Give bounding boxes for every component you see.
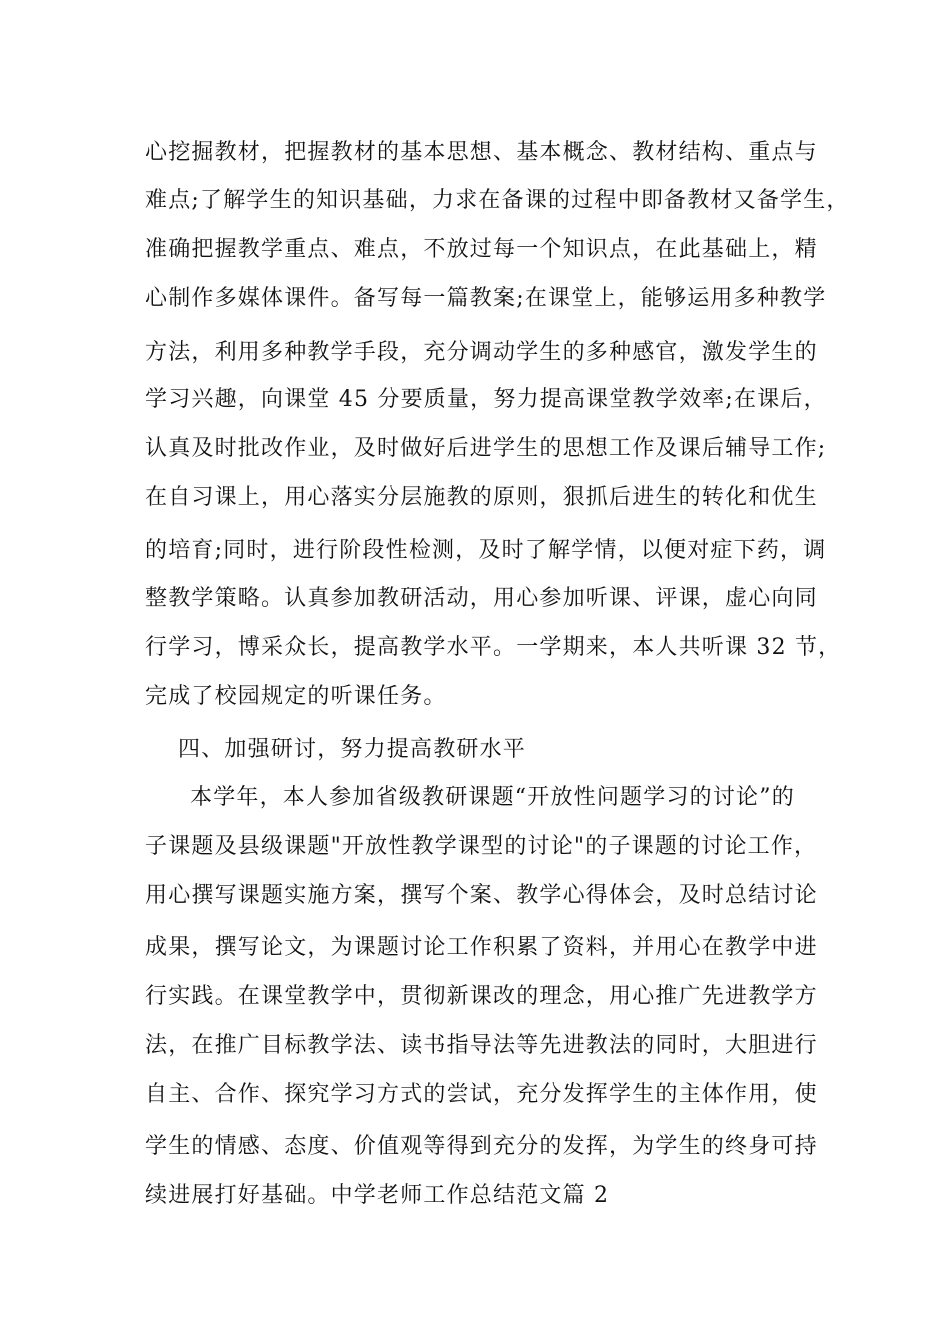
text-line: 学习兴趣，向课堂 45 分要质量，努力提高课堂教学效率;在课后，: [145, 387, 827, 412]
text-line: 心挖掘教材，把握教材的基本思想、基本概念、教材结构、重点与: [145, 140, 818, 165]
text-line: 整教学策略。认真参加教研活动，用心参加听课、评课，虚心向同: [145, 586, 818, 611]
text-line: 学生的情感、态度、价值观等得到充分的发挥，为学生的终身可持: [145, 1134, 818, 1159]
text-line: 难点;了解学生的知识基础，力求在备课的过程中即备教材又备学生，: [145, 188, 850, 213]
text-line: 成果，撰写论文，为课题讨论工作积累了资料，并用心在教学中进: [145, 935, 818, 960]
text-line: 行学习，博采众长，提高教学水平。一学期来，本人共听课 32 节，: [145, 635, 842, 660]
text-line: 完成了校园规定的听课任务。: [145, 684, 447, 709]
text-line: 用心撰写课题实施方案，撰写个案、教学心得体会，及时总结讨论: [145, 883, 818, 908]
text-line: 行实践。在课堂教学中，贯彻新课改的理念，用心推广先进教学方: [145, 984, 818, 1009]
text-line: 的培育;同时，进行阶段性检测，及时了解学情，以便对症下药，调: [145, 538, 827, 563]
text-line: 心制作多媒体课件。备写每一篇教案;在课堂上，能够运用多种教学: [145, 286, 827, 311]
text-line: 法，在推广目标教学法、读书指导法等先进教法的同时，大胆进行: [145, 1033, 818, 1058]
text-line: 自主、合作、探究学习方式的尝试，充分发挥学生的主体作用，使: [145, 1082, 818, 1107]
text-line: 本学年，本人参加省级教研课题“开放性问题学习的讨论”的: [190, 785, 795, 810]
text-line: 方法，利用多种教学手段，充分调动学生的多种感官，激发学生的: [145, 340, 818, 365]
text-line: 在自习课上，用心落实分层施教的原则，狠抓后进生的转化和优生: [145, 485, 818, 510]
text-line: 认真及时批改作业，及时做好后进学生的思想工作及课后辅导工作;: [145, 436, 827, 461]
section-heading: 四、加强研讨，努力提高教研水平: [178, 737, 527, 762]
text-line: 续进展打好基础。中学老师工作总结范文篇 2: [145, 1183, 610, 1208]
text-line: 子课题及县级课题"开放性教学课型的讨论"的子课题的讨论工作，: [145, 834, 818, 859]
text-line: 准确把握教学重点、难点，不放过每一个知识点，在此基础上，精: [145, 237, 818, 262]
